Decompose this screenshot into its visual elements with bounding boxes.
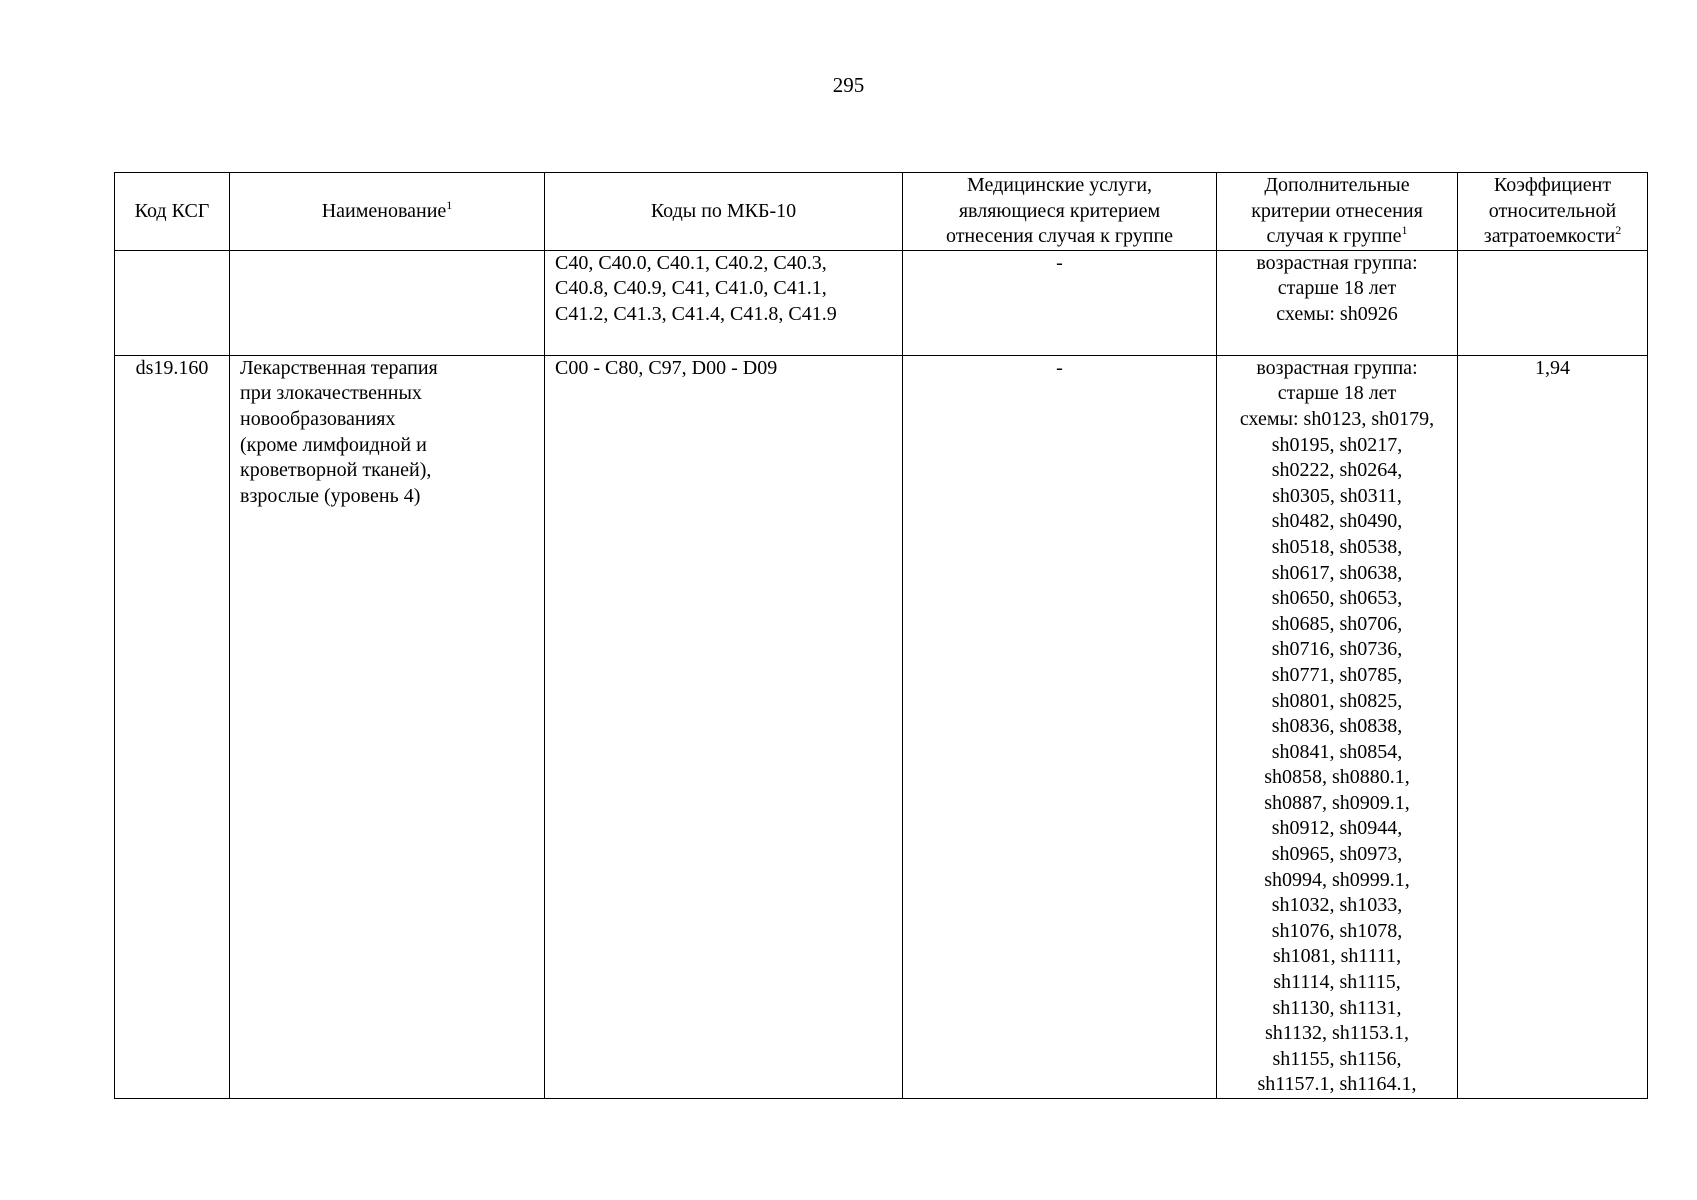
- cell-coef: 1,94: [1458, 355, 1648, 1098]
- table-header-row: [115, 173, 1648, 251]
- cell-services: -: [903, 355, 1217, 1098]
- table-row: [115, 355, 1648, 1098]
- footnote-marker: 2: [1615, 223, 1622, 238]
- cell-criteria: возрастная группа: старше 18 лет схемы: sh0926: [1217, 250, 1458, 355]
- cell-code: ds19.160: [115, 355, 230, 1098]
- cell-name: [230, 250, 545, 355]
- header-mkb: Коды по МКБ-10: [545, 173, 903, 251]
- ksg-table: [114, 172, 1648, 1099]
- cell-coef: [1458, 250, 1648, 355]
- footnote-marker: 1: [446, 197, 453, 212]
- header-coef: Коэффициент относительной затратоемкости$^2$: [1458, 173, 1648, 251]
- footnote-marker: 1: [1401, 223, 1408, 238]
- cell-criteria: возрастная группа: старше 18 лет схемы: sh0123, sh0179, sh0195, sh0217, sh0222, sh0264, sh0305, sh0311, sh0482, sh0490, sh0518, sh0538, sh0617, sh0638, sh0650, sh0653, sh0685, sh0706, sh0716, sh0736, sh0771, sh0785, sh0801, sh0825, sh0836, sh0838, sh0841, sh0854, sh0858, sh0880.1, sh0887, sh0909.1, sh0912, sh0944, sh0965, sh0973, sh0994, sh0999.1, sh1032, sh1033, sh1076, sh1078, sh1081, sh1111, sh1114, sh1115, sh1130, sh1131, sh1132, sh1153.1, sh1155, sh1156, sh1157.1, sh1164.1,: [1217, 355, 1458, 1098]
- header-name: Наименование$^1$: [230, 173, 545, 251]
- cell-services: -: [903, 250, 1217, 355]
- cell-mkb: C00 - C80, C97, D00 - D09: [545, 355, 903, 1098]
- header-services: Медицинские услуги, являющиеся критерием отнесения случая к группе: [903, 173, 1217, 251]
- cell-code: [115, 250, 230, 355]
- cell-mkb: C40, C40.0, C40.1, C40.2, C40.3, C40.8, C40.9, C41, C41.0, C41.1, C41.2, C41.3, C41.4, C41.8, C41.9: [545, 250, 903, 355]
- table-row: [115, 250, 1648, 355]
- header-code: Код КСГ: [115, 173, 230, 251]
- header-criteria: Дополнительные критерии отнесения случая к группе$^1$: [1217, 173, 1458, 251]
- cell-name: Лекарственная терапия при злокачественных новообразованиях (кроме лимфоидной и кроветворной тканей), взрослые (уровень 4): [230, 355, 545, 1098]
- page-number: 295: [832, 73, 865, 97]
